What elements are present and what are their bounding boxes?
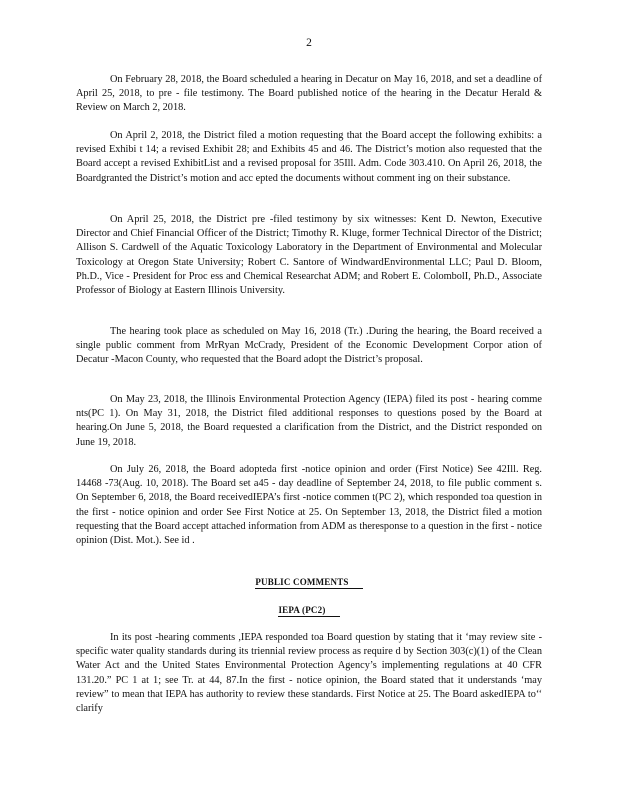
heading-iepa-pc2-text: IEPA (PC2) — [278, 605, 339, 617]
paragraph-prefiled-testimony: On April 25, 2018, the District pre -filed testimony by six witnesses: Kent D. Newton, Executive Director and Chief Financial Officer of the District; Timothy R. Kluge, former Technical Director of the District; Allison S. Cardwell of the Aquatic Toxicology Laboratory in the Department of Environmental and Molecular Toxicology at Oregon State University; Robert C. Santore of WindwardEnvironmental LLC; Paul D. Bloom, Ph.D., Vice - President for Proc ess and Chemical Researchat ADM; and Robert E. ColombolI, Ph.D., Associate Professor of Biology at Eastern Illinois University. — [76, 214, 542, 297]
paragraph-first-notice: On July 26, 2018, the Board adopteda first -notice opinion and order (First Notice) See 42Ill. Reg. 14468 -73(Aug. 10, 2018). The Board set a45 - day deadline of September 24, 2018, to file public comment s. On September 6, 2018, the Board receivedIEPA’s first -notice commen t(PC 2), which responded toa question in the first - notice opinion and order See First Notice at 25. On September 13, 2018, the District filed a motion requesting that the Board accept attached information from ADM as theresponse to a question in the first - notice opinion (Dist. Mot.). See id . — [76, 464, 542, 547]
paragraph-hearing-held: The hearing took place as scheduled on May 16, 2018 (Tr.) .During the hearing, the Board received a single public comment from MrRyan McCrady, President of the Economic Development Corpor ation of Decatur -Macon County, who requested that the Board adopt the District’s proposal. — [76, 326, 542, 366]
heading-public-comments — [0, 577, 618, 587]
heading-public-comments-text: PUBLIC COMMENTS — [255, 577, 362, 589]
page-number: 2 — [306, 37, 312, 49]
paragraph-motion-exhibits: On April 2, 2018, the District filed a motion requesting that the Board accept the following exhibits: a revised Exhibi t 14; a revised Exhibit 28; and Exhibits 45 and 46. The District’s motion also requested that the Board accept a revised ExhibitList and a revised proposal for 35Ill. Adm. Code 303.410. On April 26, 2018, the Boardgranted the District’s motion and acc epted the documents without comment ing on their substance. — [76, 130, 542, 184]
heading-iepa-pc2 — [0, 605, 618, 615]
paragraph-iepa-post-hearing: On May 23, 2018, the Illinois Environmental Protection Agency (IEPA) filed its post - hearing comme nts(PC 1). On May 31, 2018, the District filed additional responses to questions posed by the Board at hearing.On June 5, 2018, the Board requested a clarification from the District, and the District responded on June 19, 2018. — [76, 394, 542, 448]
paragraph-iepa-comments: In its post -hearing comments ,IEPA responded toa Board question by stating that it ‘may review site -specific water quality standards during its triennial review process as require d by Section 303(c)(1) of the Clean Water Act and the United States Environmental Protection Agency’s implementing regulations at 40 CFR 131.20.” PC 1 at 1; see Tr. at 44, 87.In the first - notice opinion, the Board stated that it understands ‘may review” to mean that IEPA has authority to review these standards. First Notice at 25. The Board askedIEPA to‘‘ clarify — [76, 632, 542, 715]
paragraph-hearing-scheduled: On February 28, 2018, the Board scheduled a hearing in Decatur on May 16, 2018, and set a deadline of April 25, 2018, to pre - file testimony. The Board published notice of the hearing in the Decatur Herald & Review on March 2, 2018. — [76, 74, 542, 114]
